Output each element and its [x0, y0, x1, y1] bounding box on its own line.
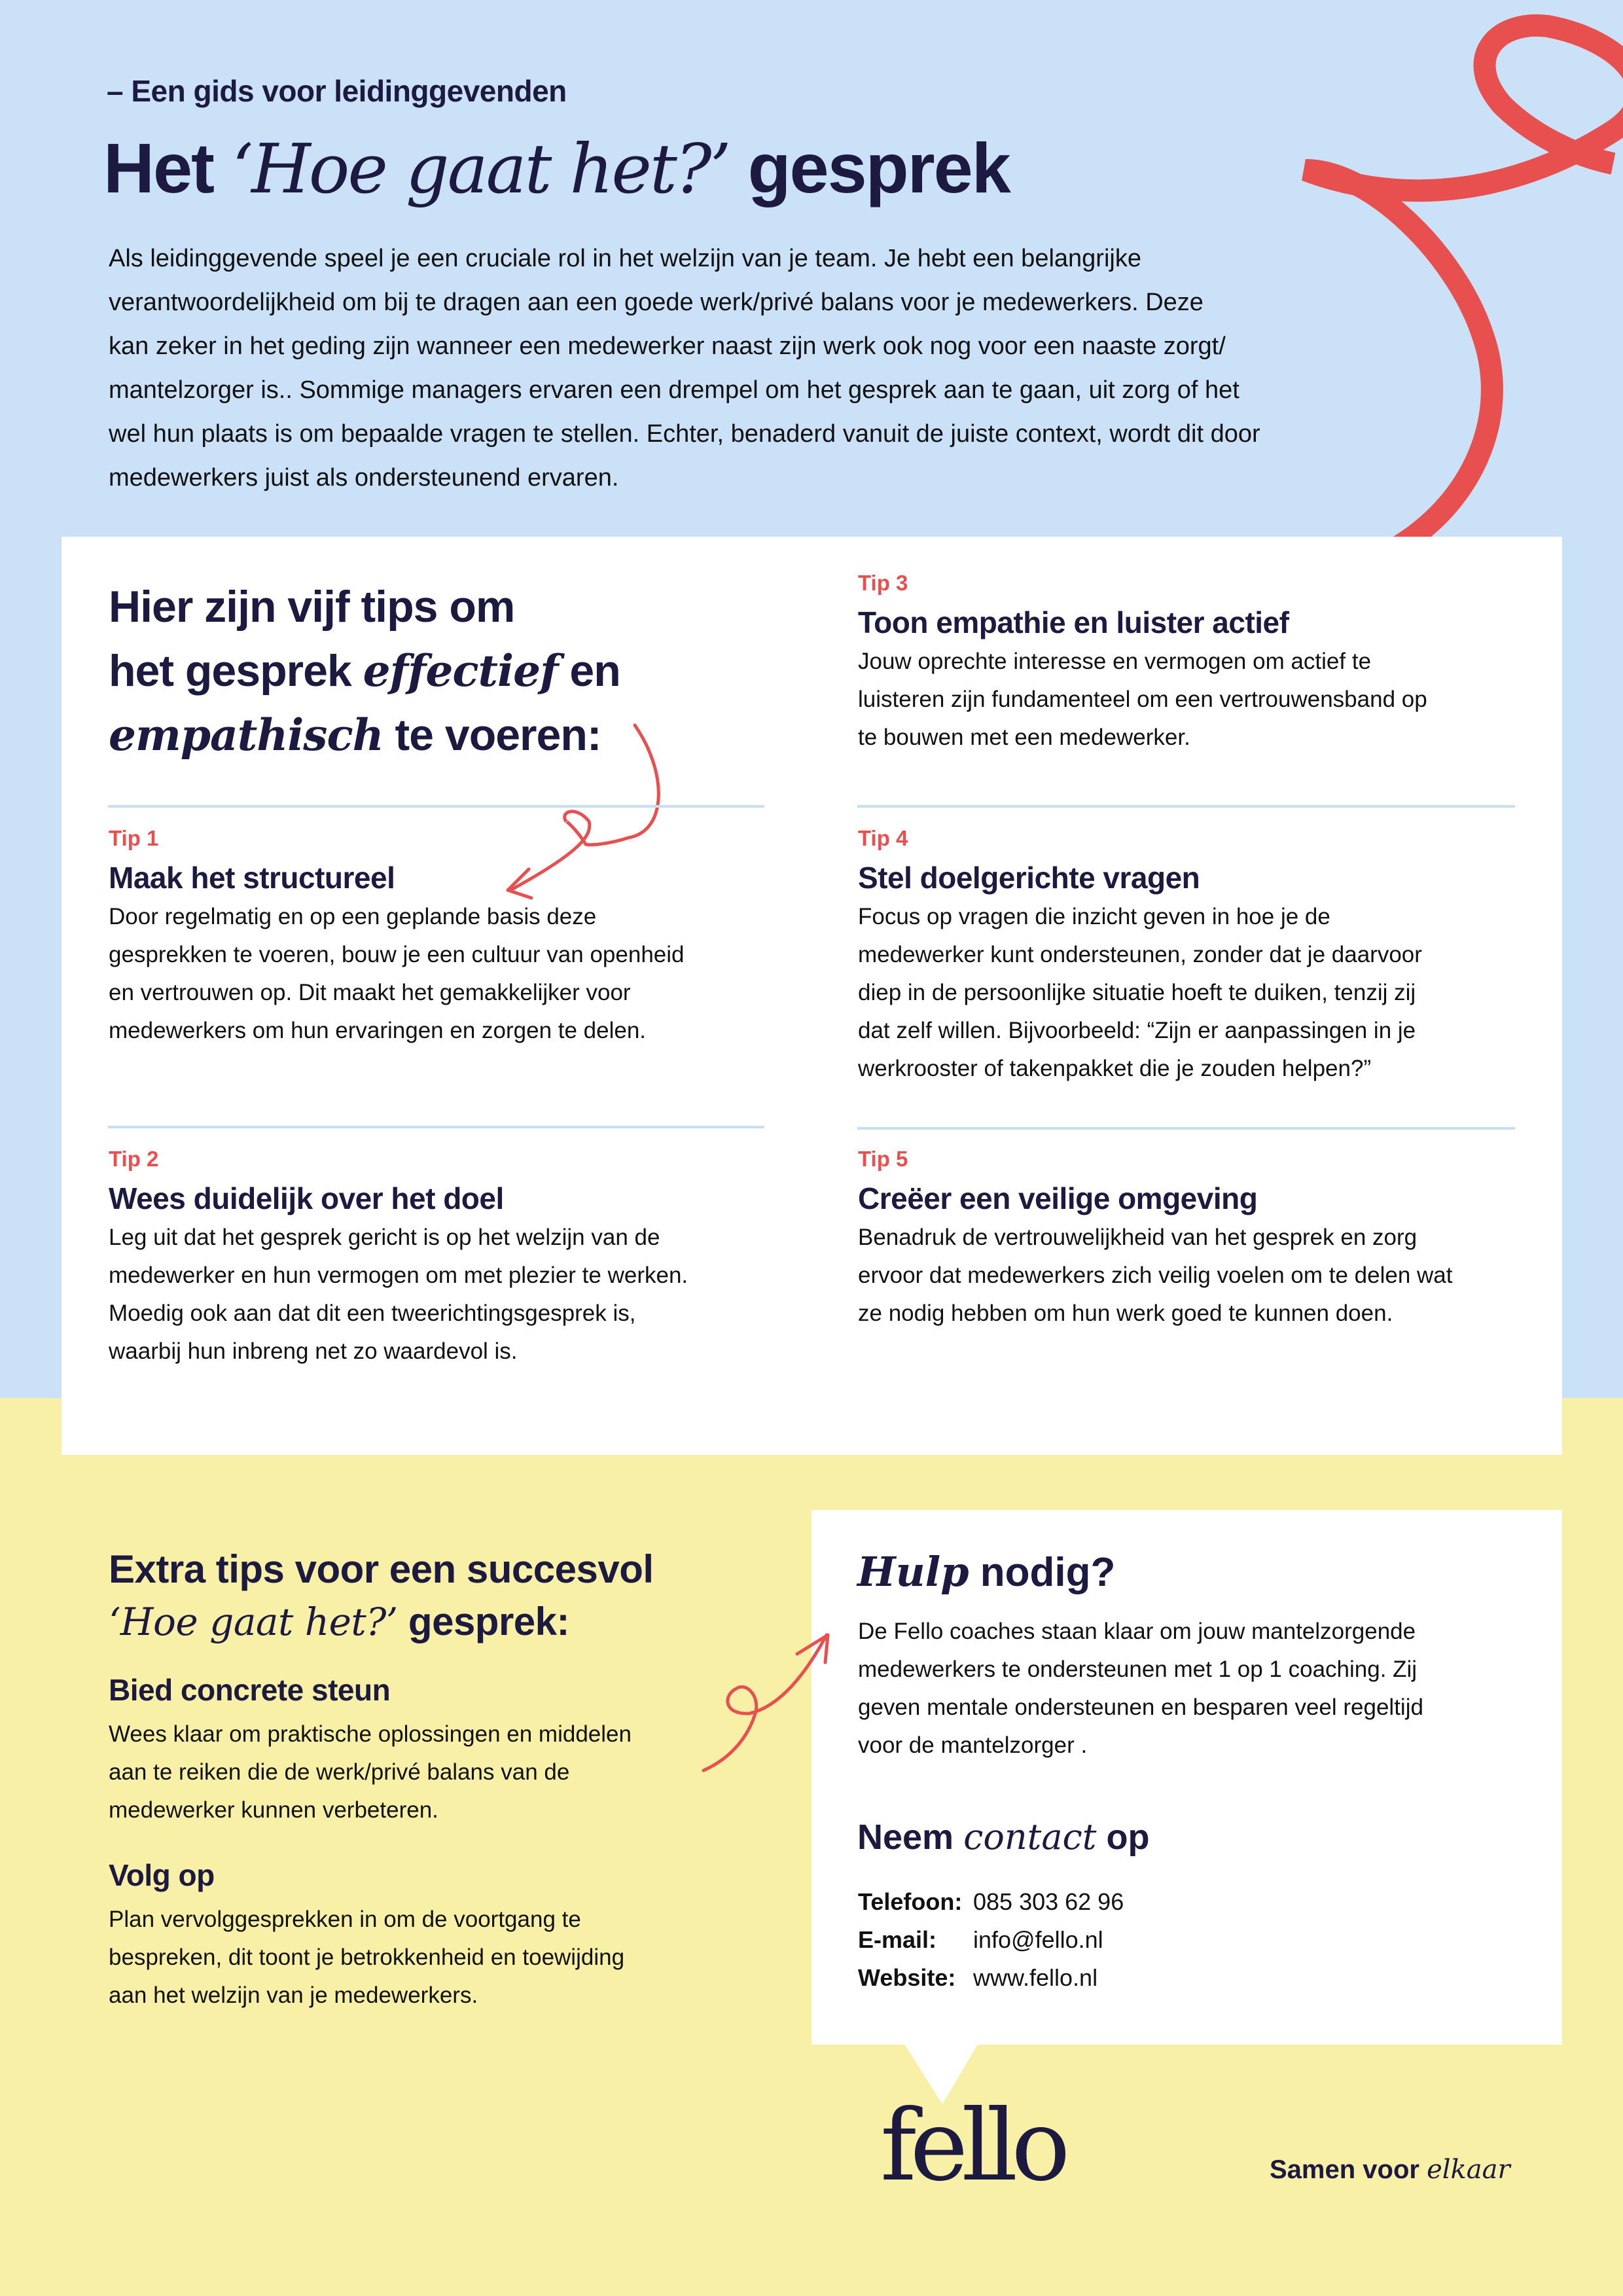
tip-body-line: Focus op vragen die inzicht geven in hoe je de [858, 904, 1330, 929]
extra-tips-title [109, 1543, 654, 1648]
tip-body-line: Leg uit dat het gesprek gericht is op het welzijn van de [109, 1225, 660, 1250]
tip-title: Maak het structureel [109, 861, 395, 895]
tip-title: Toon empathie en luister actief [858, 605, 1289, 639]
tip-label: Tip 2 [109, 1147, 159, 1171]
website-link[interactable]: www.fello.nl [973, 1964, 1098, 1991]
extra-title-line [109, 1596, 654, 1648]
tip-body-line: diep in de persoonlijke situatie hoeft te duiken, tenzij zij [858, 980, 1416, 1005]
help-title [857, 1548, 1115, 1596]
contact-title-text: Neem [857, 1818, 964, 1857]
headline-italic: empathisch [109, 709, 383, 761]
extra-title-line: Extra tips voor een succesvol [109, 1547, 654, 1591]
tip-body-line: Benadruk de vertrouwelijkheid van het gesprek en zorg [858, 1225, 1418, 1250]
extra-item-title: Bied concrete steun [109, 1673, 391, 1707]
tip-body-line: medewerker kunt ondersteunen, zonder dat je daarvoor [858, 942, 1422, 967]
tip-body [858, 643, 1427, 757]
extra-item-title: Volg op [109, 1858, 215, 1892]
extra-title-text: gesprek: [397, 1600, 570, 1643]
help-body-line: medewerkers te ondersteunen met 1 op 1 coaching. Zij [858, 1657, 1418, 1682]
contact-email [858, 1926, 1124, 1964]
tip-body-line: te bouwen met een medewerker. [858, 725, 1190, 750]
fello-logo [880, 2089, 1077, 2203]
tip-body-line: waarbij hun inbreng net zo waardevol is. [109, 1338, 518, 1364]
tip-label: Tip 5 [858, 1147, 908, 1171]
headline-line [109, 639, 620, 703]
tip-label: Tip 1 [109, 826, 159, 850]
divider [108, 1126, 764, 1128]
tip-body-line: en vertrouwen op. Dit maakt het gemakkelijker voor [109, 980, 631, 1005]
extra-body-line: Plan vervolggesprekken in om de voortgang te [109, 1907, 581, 1932]
tip-body-line: Jouw oprechte interesse en vermogen om actief te [858, 649, 1372, 674]
tip-body [109, 1219, 688, 1371]
help-body-line: geven mentale ondersteunen en besparen veel regeltijd [858, 1695, 1423, 1720]
contact-title [857, 1816, 1149, 1857]
contact-title-text: op [1096, 1818, 1150, 1857]
headline-text: en [558, 646, 620, 696]
tip-body-line: medewerkers om hun ervaringen en zorgen te delen. [109, 1018, 647, 1043]
tip-body-line: luisteren zijn fundamenteel om een vertrouwensband op [858, 687, 1427, 712]
tip-body-line: ze nodig hebben om hun werk goed te kunnen doen. [858, 1300, 1393, 1326]
divider [857, 805, 1515, 808]
extra-item-2 [109, 1857, 624, 2015]
phone-link[interactable]: 085 303 62 96 [973, 1888, 1124, 1915]
page-title [103, 130, 1010, 207]
contact-label: Telefoon: [858, 1888, 963, 1915]
tip-title: Wees duidelijk over het doel [109, 1181, 504, 1215]
logo-text: fello [880, 2089, 1064, 2203]
headline-text: te voeren: [383, 710, 601, 760]
tip-4 [858, 826, 1422, 1088]
email-link[interactable]: info@fello.nl [973, 1926, 1103, 1953]
title-italic: ‘Hoe gaat het?’ [232, 129, 730, 209]
intro-line: mantelzorger is.. Sommige managers ervaren een drempel om het gesprek aan te gaan, uit zorg of het [109, 376, 1240, 404]
contact-list [858, 1888, 1124, 2002]
tip-body-line: werkrooster of takenpakket die je zouden helpen?” [858, 1056, 1372, 1081]
contact-label: E-mail: [858, 1926, 937, 1953]
contact-title-italic: contact [963, 1816, 1097, 1857]
contact-label: Website: [858, 1964, 956, 1991]
extra-item-1 [109, 1672, 632, 1829]
intro-line: verantwoordelijkheid om bij te dragen aan een goede werk/privé balans voor je medewerkers. Deze [109, 289, 1204, 316]
intro-line: wel hun plaats is om bepaalde vragen te stellen. Echter, benaderd vanuit de juiste context, wordt dit door [109, 420, 1260, 448]
intro-line: Als leidinggevende speel je een cruciale rol in het welzijn van je team. Je hebt een belangrijke [109, 245, 1141, 272]
extra-title-italic: ‘Hoe gaat het?’ [109, 1600, 398, 1644]
extra-body-line: aan te reiken die de werk/privé balans van de [109, 1759, 570, 1785]
title-pre: Het [103, 128, 232, 207]
tip-title: Stel doelgerichte vragen [858, 861, 1200, 895]
help-body [858, 1613, 1423, 1765]
help-title-italic: Hulp [857, 1548, 969, 1596]
extra-item-body [109, 1901, 624, 2015]
tip-1 [109, 826, 685, 1050]
tip-body-line: ervoor dat medewerkers zich veilig voelen om te delen wat [858, 1263, 1453, 1288]
extra-item-body [109, 1715, 632, 1829]
extra-body-line: aan het welzijn van je medewerkers. [109, 1982, 478, 2008]
tip-body [858, 1219, 1453, 1333]
tip-label: Tip 4 [858, 826, 908, 850]
curly-arrow-up-icon [687, 1597, 883, 1793]
tip-body-line: Moedig ook aan dat dit een tweerichtingsgesprek is, [109, 1300, 636, 1326]
tagline-text: Samen voor [1270, 2155, 1427, 2184]
tip-title: Creëer een veilige omgeving [858, 1181, 1258, 1215]
tagline-italic: elkaar [1427, 2155, 1510, 2185]
tip-body-line: dat zelf willen. Bijvoorbeeld: “Zijn er aanpassingen in je [858, 1018, 1416, 1043]
contact-website [858, 1964, 1124, 2002]
help-body-line: De Fello coaches staan klaar om jouw mantelzorgende [858, 1619, 1416, 1644]
headline-text: het gesprek [109, 646, 363, 696]
tip-2 [109, 1147, 688, 1371]
tip-body-line: Door regelmatig en op een geplande basis deze [109, 904, 597, 929]
title-post: gesprek [729, 128, 1010, 207]
intro-paragraph [109, 237, 1418, 500]
tip-body [858, 898, 1422, 1088]
tip-body-line: gesprekken te voeren, bouw je een cultuur van openheid [109, 942, 685, 967]
headline-line: Hier zijn vijf tips om [109, 582, 515, 632]
headline-italic: effectief [363, 645, 558, 696]
tip-body-line: medewerker en hun vermogen om met plezier te werken. [109, 1263, 688, 1288]
contact-phone [858, 1888, 1124, 1926]
extra-body-line: bespreken, dit toont je betrokkenheid en toewijding [109, 1945, 625, 1970]
intro-line: medewerkers juist als ondersteunend ervaren. [109, 464, 619, 492]
help-body-line: voor de mantelzorger . [858, 1732, 1088, 1758]
extra-body-line: Wees klaar om praktische oplossingen en middelen [109, 1721, 632, 1747]
tagline [1270, 2155, 1510, 2185]
tip-3 [858, 571, 1427, 757]
tip-label: Tip 3 [858, 571, 908, 595]
eyebrow-subtitle: – Een gids voor leidinggevenden [107, 74, 567, 108]
divider [857, 1127, 1515, 1130]
tip-body [109, 898, 685, 1050]
divider [108, 805, 764, 808]
help-title-text: nodig? [969, 1550, 1116, 1595]
extra-body-line: medewerker kunnen verbeteren. [109, 1797, 438, 1823]
tip-5 [858, 1147, 1453, 1333]
intro-line: kan zeker in het geding zijn wanneer een medewerker naast zijn werk ook nog voor een naaste zorgt/ [109, 332, 1226, 360]
